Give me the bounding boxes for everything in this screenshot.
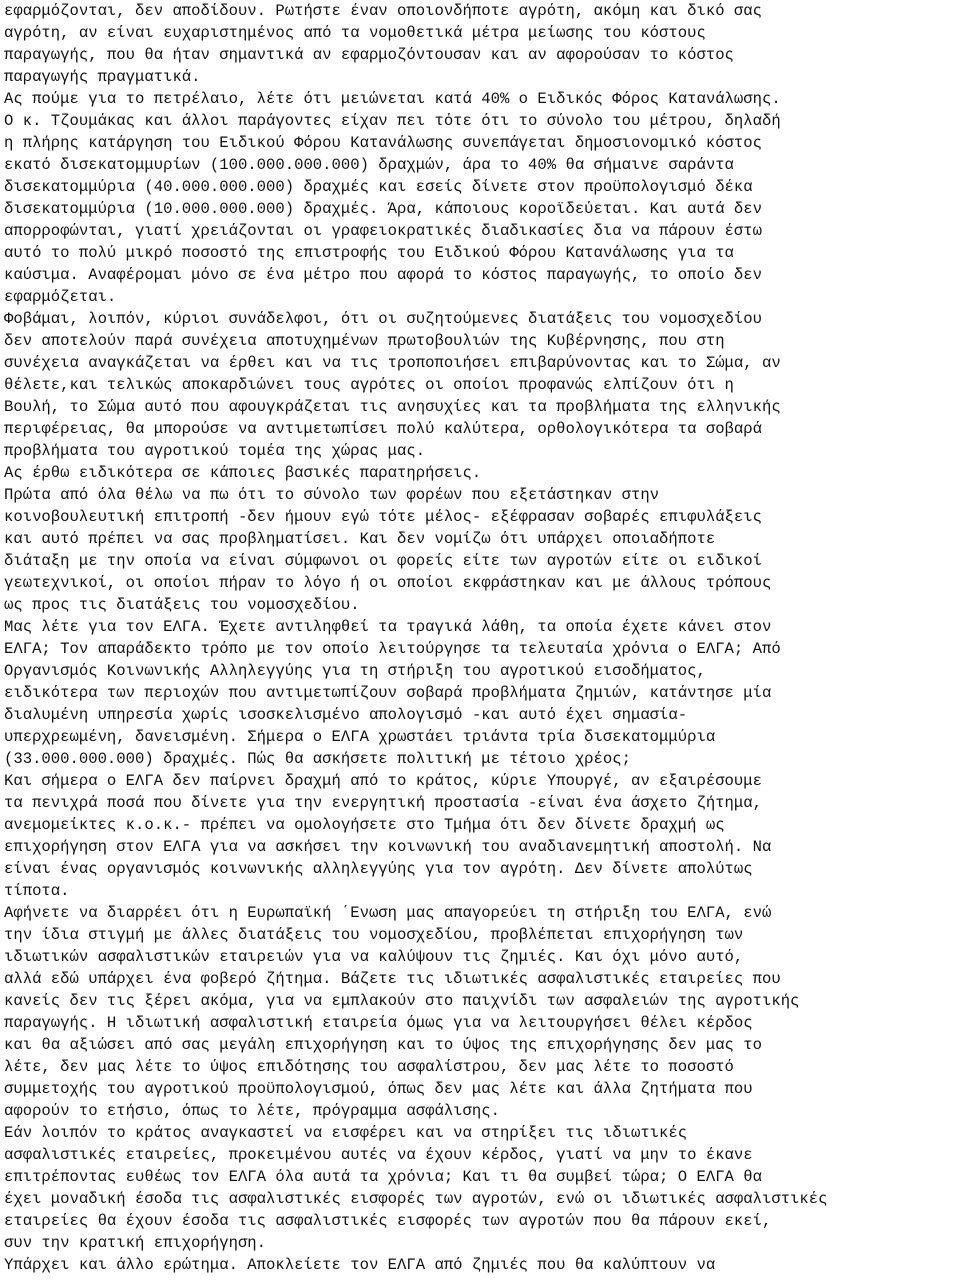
text-line: ανεμομείκτες κ.ο.κ.- πρέπει να ομολογήσετε στο Τμήμα ότι δεν δίνετε δραχμή ως (4, 816, 725, 834)
text-line: Υπάρχει και άλλο ερώτημα. Αποκλείετε τον ΕΛΓΑ από ζημιές που θα καλύπτουν να (4, 1256, 716, 1274)
text-line: τίποτα. (4, 882, 70, 900)
text-line: Φοβάμαι, λοιπόν, κύριοι συνάδελφοι, ότι οι συζητούμενες διατάξεις του νομοσχεδίου (4, 310, 762, 328)
text-line: δισεκατομμύρια (10.000.000.000) δραχμές. Άρα, κάποιους κοροϊδεύεται. Και αυτά δεν (4, 200, 762, 218)
text-line: κοινοβουλευτική επιτροπή -δεν ήμουν εγώ τότε μέλος- εξέφρασαν σοβαρές επιφυλάξεις (4, 508, 762, 526)
text-line: γεωτεχνικοί, οι οποίοι πήραν το λόγο ή οι οποίοι εκφράστηκαν και με άλλους τρόπους (4, 574, 772, 592)
text-line: Ας έρθω ειδικότερα σε κάποιες βασικές παρατηρήσεις. (4, 464, 482, 482)
text-line: παραγωγής, που θα ήταν σημαντικά αν εφαρμοζόντουσαν και αν αφορούσαν το κόστος (4, 46, 734, 64)
text-line: την ίδια στιγμή με άλλες διατάξεις του νομοσχεδίου, προβλέπεται επιχορήγηση των (4, 926, 744, 944)
text-line: απορροφώνται, γιατί χρειάζονται οι γραφειοκρατικές διαδικασίες δια να πάρουν έστω (4, 222, 762, 240)
text-line: παραγωγής πραγματικά. (4, 68, 201, 86)
text-line: έχει μοναδική έσοδα τις ασφαλιστικές εισφορές των αγροτών, ενώ οι ιδιωτικές ασφαλιστικές (4, 1190, 828, 1208)
text-line: Ας πούμε για το πετρέλαιο, λέτε ότι μειώνεται κατά 40% ο Ειδικός Φόρος Κατανάλωσης. (4, 90, 781, 108)
text-line: Βουλή, το Σώμα αυτό που αφουγκράζεται τις ανησυχίες και τα προβλήματα της ελληνικής (4, 398, 781, 416)
text-line: Οργανισμός Κοινωνικής Αλληλεγγύης για τη στήριξη του αγροτικού εισοδήματος, (4, 662, 706, 680)
text-line: υπερχρεωμένη, δανεισμένη. Σήμερα ο ΕΛΓΑ χρωστάει τριάντα τρία δισεκατομμύρια (4, 728, 716, 746)
text-line: προβλήματα του αγροτικού τομέα της χώρας μας. (4, 442, 426, 460)
text-line: επιχορήγηση στον ΕΛΓΑ για να ασκήσει την κοινωνική του αναδιανεμητική αποστολή. Να (4, 838, 772, 856)
text-line: ασφαλιστικές εταιρείες, προκειμένου αυτές να έχουν κέρδος, γιατί να μην το έκανε (4, 1146, 753, 1164)
text-line: δισεκατομμύρια (40.000.000.000) δραχμές και εσείς δίνετε στον προϋπολογισμό δέκα (4, 178, 753, 196)
text-line: ειδικότερα των περιοχών που αντιμετωπίζουν σοβαρά προβλήματα ζημιών, κατάντησε μία (4, 684, 772, 702)
text-line: παραγωγής. Η ιδιωτική ασφαλιστική εταιρεία όμως για να λειτουργήσει θέλει κέρδος (4, 1014, 753, 1032)
text-line: είναι ένας οργανισμός κοινωνικής αλληλεγγύης για τον αγρότη. Δεν δίνετε απολύτως (4, 860, 753, 878)
text-line: Πρώτα από όλα θέλω να πω ότι το σύνολο των φορέων που εξετάστηκαν στην (4, 486, 660, 504)
text-line: περιφέρειας, θα μπορούσε να αντιμετωπίσει πολύ καλύτερα, ορθολογικότερα τα σοβαρά (4, 420, 762, 438)
text-line: διαλυμένη υπηρεσία χωρίς ισοσκελισμένο απολογισμό -και αυτό έχει σημασία- (4, 706, 688, 724)
text-line: εφαρμόζονται, δεν αποδίδουν. Ρωτήστε έναν οποιονδήποτε αγρότη, ακόμη και δικό σας (4, 2, 762, 20)
text-line: ως προς τις διατάξεις του νομοσχεδίου. (4, 596, 360, 614)
text-line: Και σήμερα ο ΕΛΓΑ δεν παίρνει δραχμή από το κράτος, κύριε Υπουργέ, αν εξαιρέσουμε (4, 772, 762, 790)
text-line: (33.000.000.000) δραχμές. Πώς θα ασκήσετε πολιτική με τέτοιο χρέος; (4, 750, 631, 768)
text-line: και αυτό πρέπει να σας προβληματίσει. Και δεν νομίζω ότι υπάρχει οποιαδήποτε (4, 530, 716, 548)
text-line: συν την κρατική επιχορήγηση. (4, 1234, 267, 1252)
text-line: ΕΛΓΑ; Τον απαράδεκτο τρόπο με τον οποίο λειτούργησε τα τελευταία χρόνια ο ΕΛΓΑ; Από (4, 640, 781, 658)
text-line: Ο κ. Τζουμάκας και άλλοι παράγοντες είχαν πει τότε ότι το σύνολο του μέτρου, δηλαδή (4, 112, 781, 130)
text-line: Αφήνετε να διαρρέει ότι η Ευρωπαϊκή ΄Ενωση μας απαγορεύει τη στήριξη του ΕΛΓΑ, ενώ (4, 904, 772, 922)
text-line: αφορούν το ετήσιο, όπως το λέτε, πρόγραμμα ασφάλισης. (4, 1102, 500, 1120)
text-line: συμμετοχής του αγροτικού προϋπολογισμού, όπως δεν μας λέτε και άλλα ζητήματα που (4, 1080, 753, 1098)
text-line: κανείς δεν τις ξέρει ακόμα, για να εμπλακούν στο παιχνίδι των ασφαλειών της αγροτικής (4, 992, 800, 1010)
text-line: αγρότη, αν είναι ευχαριστημένος από τα νομοθετικά μέτρα μείωσης του κόστους (4, 24, 706, 42)
text-line: και θα αξιώσει από σας μεγάλη επιχορήγηση και το ύψος της επιχορήγησης δεν μας το (4, 1036, 762, 1054)
text-line: θέλετε,και τελικώς αποκαρδιώνει τους αγρότες οι οποίοι προφανώς ελπίζουν ότι η (4, 376, 734, 394)
text-line: καύσιμα. Αναφέρομαι μόνο σε ένα μέτρο που αφορά το κόστος παραγωγής, το οποίο δεν (4, 266, 762, 284)
text-line: εφαρμόζεται. (4, 288, 117, 306)
text-line: λέτε, δεν μας λέτε το ύψος επιδότησης του ασφαλίστρου, δεν μας λέτε το ποσοστό (4, 1058, 734, 1076)
text-line: διάταξη με την οποία να είναι σύμφωνοι οι φορείς είτε των αγροτών είτε οι ειδικοί (4, 552, 762, 570)
text-line: Εάν λοιπόν το κράτος αναγκαστεί να εισφέρει και να στηρίξει τις ιδιωτικές (4, 1124, 688, 1142)
text-line: Μας λέτε για τον ΕΛΓΑ. Έχετε αντιληφθεί τα τραγικά λάθη, τα οποία έχετε κάνει στον (4, 618, 772, 636)
text-line: συνέχεια αναγκάζεται να έρθει και να τις τροποποιήσει επιβαρύνοντας και το Σώμα, αν (4, 354, 781, 372)
text-line: επιτρέποντας ευθέως τον ΕΛΓΑ όλα αυτά τα χρόνια; Και τι θα συμβεί τώρα; Ο ΕΛΓΑ θα (4, 1168, 762, 1186)
text-line: αλλά εδώ υπάρχει ένα φοβερό ζήτημα. Βάζετε τις ιδιωτικές ασφαλιστικές εταιρείες που (4, 970, 781, 988)
text-line: ιδιωτικών ασφαλιστικών εταιρειών για να καλύψουν τις ζημιές. Και όχι μόνο αυτό, (4, 948, 744, 966)
text-line: αυτό το πολύ μικρό ποσοστό της επιστροφής του Ειδικού Φόρου Κατανάλωσης για τα (4, 244, 734, 262)
text-line: η πλήρης κατάργηση του Ειδικού Φόρου Κατανάλωσης συνεπάγεται δημοσιονομικό κόστος (4, 134, 762, 152)
text-line: εκατό δισεκατομμυρίων (100.000.000.000) δραχμών, άρα το 40% θα σήμαινε σαράντα (4, 156, 734, 174)
text-line: τα πενιχρά ποσά που δίνετε για την ενεργητική προστασία -είναι ένα άσχετο ζήτημα, (4, 794, 762, 812)
text-line: εταιρείες θα έχουν έσοδα τις ασφαλιστικές εισφορές των αγροτών που θα πάρουν εκεί, (4, 1212, 772, 1230)
text-line: δεν αποτελούν παρά συνέχεια αποτυχημένων πρωτοβουλιών της Κυβέρνησης, που στη (4, 332, 725, 350)
